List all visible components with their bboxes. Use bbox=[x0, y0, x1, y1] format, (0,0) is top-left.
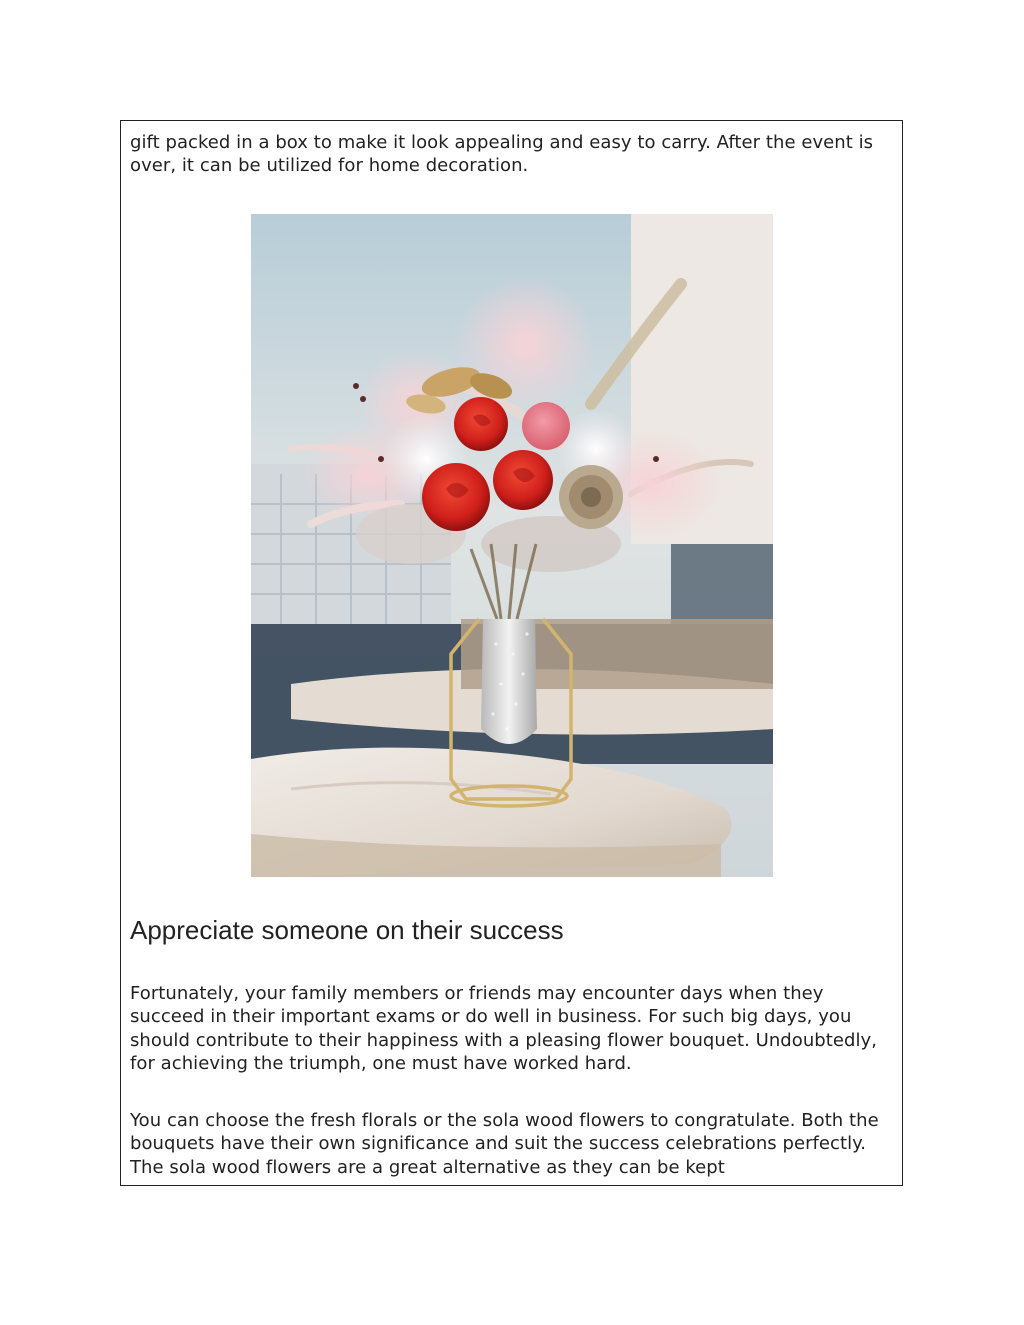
section-heading: Appreciate someone on their success bbox=[130, 915, 564, 945]
intro-paragraph: gift packed in a box to make it look appealing and easy to carry. After the event is over, it can be utilized for home decoration. bbox=[130, 132, 874, 177]
body-paragraph-2: You can choose the fresh florals or the sola wood flowers to congratulate. Both the bouquets have their own significance and suit the success celebrations perfectly. The sola wood flowers are a great alternative as they can be kept bbox=[130, 1110, 879, 1178]
body-paragraph-1: Fortunately, your family members or friends may encounter days when they succeed in their important exams or do well in business. For such big days, you should contribute to their happiness with a pleasing flower bouquet. Undoubtedly, for achieving the triumph, one must have worked hard. bbox=[130, 983, 878, 1074]
bouquet-photo bbox=[251, 214, 773, 877]
page-content-frame bbox=[120, 120, 903, 1186]
